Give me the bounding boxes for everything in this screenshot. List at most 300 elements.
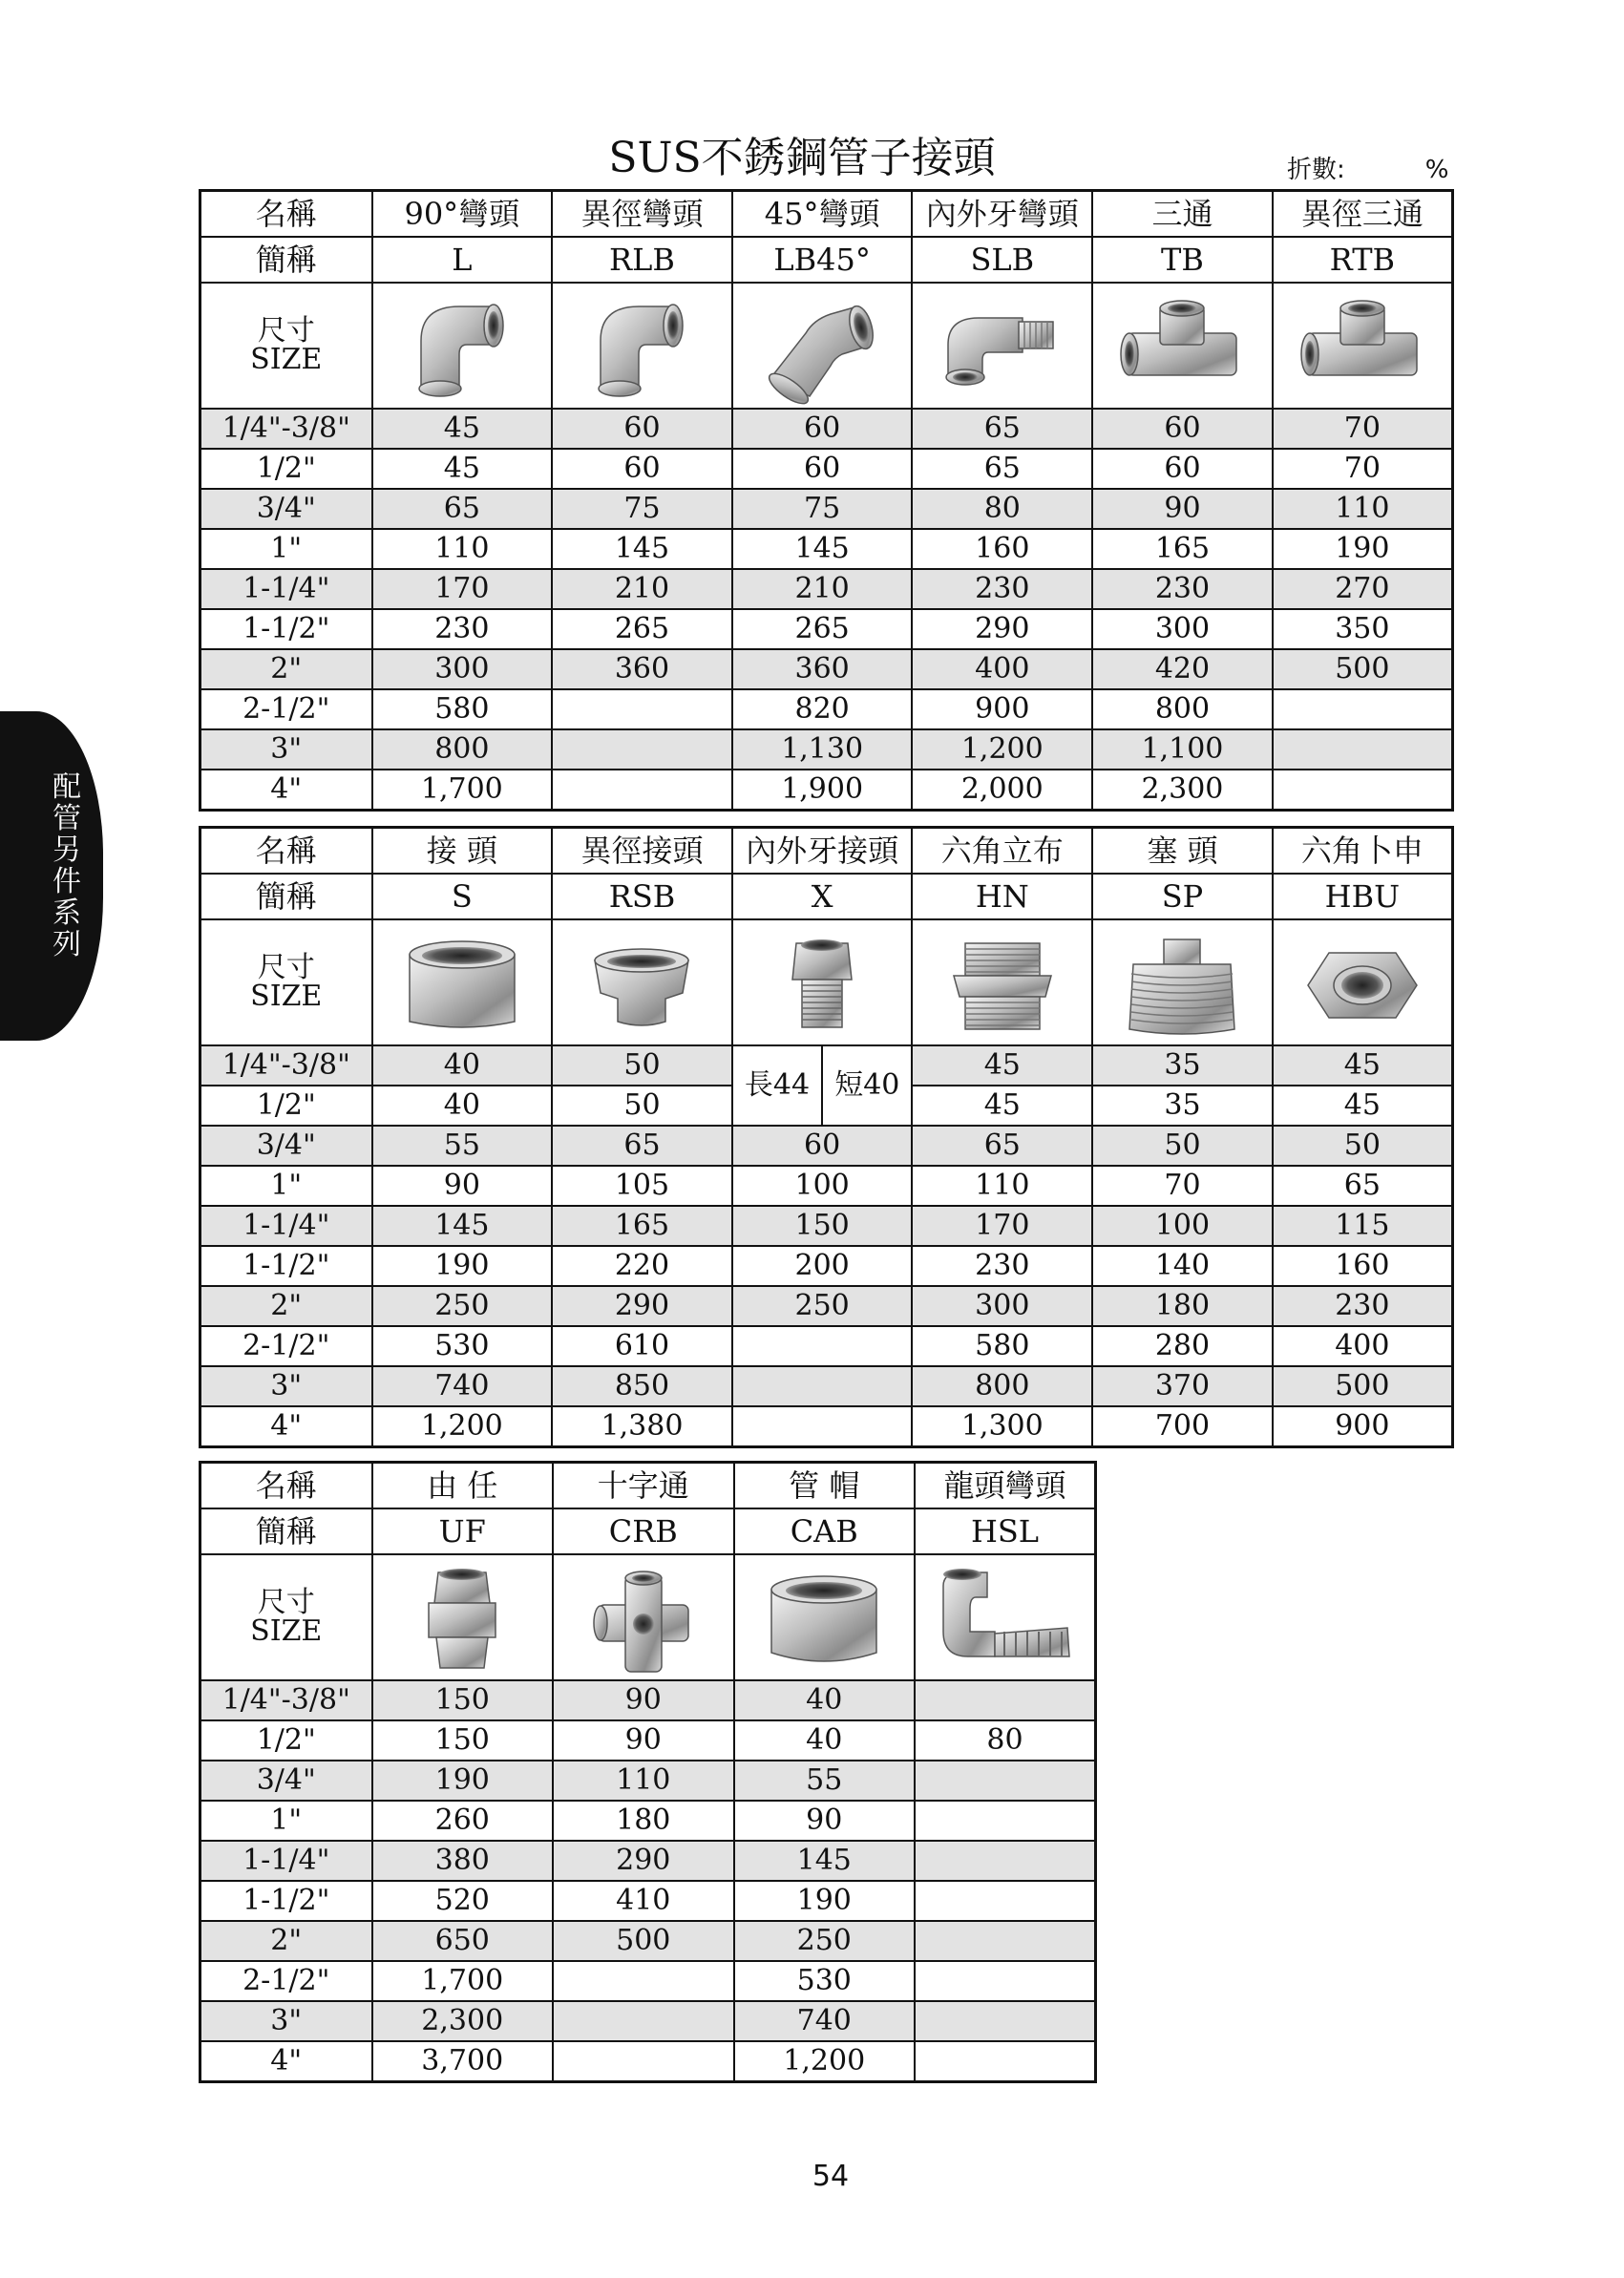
price-cell: 45 (912, 1086, 1092, 1126)
price-cell: 2,000 (912, 770, 1092, 811)
product-name: 十字通 (553, 1463, 734, 1509)
table-row (200, 1680, 1096, 1720)
price-cell: 110 (1273, 489, 1453, 529)
product-photo (552, 919, 732, 1045)
product-code: S (372, 874, 553, 919)
price-cell: 65 (1273, 1166, 1453, 1206)
table-row (200, 1045, 1453, 1086)
price-cell: 850 (552, 1366, 732, 1406)
price-cell (553, 1961, 734, 2001)
price-cell: 60 (732, 1126, 913, 1166)
price-cell: 350 (1273, 609, 1453, 649)
price-cell: 90 (553, 1720, 734, 1761)
price-cell: 140 (1092, 1246, 1273, 1286)
product-code: RLB (552, 237, 732, 283)
size-label-en: SIZE (250, 980, 323, 1013)
product-code: SP (1092, 874, 1273, 919)
price-cell: 250 (732, 1286, 913, 1326)
size-cell: 1/2" (200, 1720, 372, 1761)
price-cell (915, 1801, 1096, 1841)
table-row (200, 1326, 1453, 1366)
price-cell: 265 (552, 609, 732, 649)
price-cell: 230 (912, 569, 1092, 609)
price-cell: 580 (372, 689, 553, 729)
row-label-name: 名稱 (200, 191, 372, 238)
price-cell: 260 (372, 1801, 554, 1841)
price-cell: 180 (553, 1801, 734, 1841)
page-number: 54 (812, 2160, 850, 2193)
table-row (200, 569, 1453, 609)
price-cell (553, 2041, 734, 2082)
price-cell: 45 (1273, 1045, 1453, 1086)
product-photo (734, 1554, 916, 1680)
price-cell: 190 (372, 1246, 553, 1286)
price-cell: 265 (732, 609, 913, 649)
hex-nipple-icon (913, 922, 1091, 1043)
price-cell: 190 (1273, 529, 1453, 569)
table-row (200, 1720, 1096, 1761)
price-cell: 420 (1092, 649, 1273, 689)
size-cell: 3/4" (200, 1761, 372, 1801)
size-cell: 3" (200, 1366, 372, 1406)
price-cell: 165 (552, 1206, 732, 1246)
price-cell: 115 (1273, 1206, 1453, 1246)
price-cell: 65 (552, 1126, 732, 1166)
price-table-2 (199, 826, 1454, 1448)
table-row (200, 1881, 1096, 1921)
price-cell: 1,200 (734, 2041, 916, 2082)
price-cell (915, 1761, 1096, 1801)
table-row (200, 1921, 1096, 1961)
price-cell: 290 (553, 1841, 734, 1881)
price-cell (915, 1961, 1096, 2001)
price-cell: 65 (912, 409, 1092, 449)
price-cell: 160 (1273, 1246, 1453, 1286)
price-cell: 45 (1273, 1086, 1453, 1126)
price-cell: 170 (912, 1206, 1092, 1246)
size-cell: 4" (200, 1406, 372, 1447)
price-cell (552, 729, 732, 770)
price-cell: 900 (1273, 1406, 1453, 1447)
size-cell: 1/4"-3/8" (200, 1045, 372, 1086)
price-cell: 400 (912, 649, 1092, 689)
product-name: 內外牙接頭 (732, 828, 913, 875)
price-cell: 3,700 (372, 2041, 554, 2082)
size-cell: 2-1/2" (200, 1326, 372, 1366)
price-cell: 250 (372, 1286, 553, 1326)
price-cell: 40 (372, 1086, 553, 1126)
product-name: 由 任 (372, 1463, 554, 1509)
table-row (200, 409, 1453, 449)
product-photo (732, 283, 913, 409)
price-cell: 800 (912, 1366, 1092, 1406)
price-cell: 1,300 (912, 1406, 1092, 1447)
table-row (200, 449, 1453, 489)
product-code: RTB (1273, 237, 1453, 283)
price-cell (915, 1921, 1096, 1961)
price-cell: 45 (912, 1045, 1092, 1086)
discount-unit: % (1424, 156, 1449, 184)
price-cell: 65 (372, 489, 553, 529)
price-cell: 500 (1273, 649, 1453, 689)
price-cell: 820 (732, 689, 913, 729)
price-cell (732, 1326, 913, 1366)
price-cell: 110 (372, 529, 553, 569)
product-code: SLB (912, 237, 1092, 283)
product-name: 異徑接頭 (552, 828, 732, 875)
price-cell: 190 (734, 1881, 916, 1921)
size-cell: 1/4"-3/8" (200, 409, 372, 449)
size-cell: 2-1/2" (200, 689, 372, 729)
table-row (200, 1406, 1453, 1447)
product-name: 接 頭 (372, 828, 553, 875)
product-code: L (372, 237, 553, 283)
street-elbow-icon (913, 285, 1091, 406)
size-cell: 4" (200, 770, 372, 811)
price-cell: 110 (912, 1166, 1092, 1206)
price-cell: 150 (372, 1680, 554, 1720)
price-cell: 1,130 (732, 729, 913, 770)
table-row (200, 1761, 1096, 1801)
size-cell: 3" (200, 2001, 372, 2041)
product-name: 六角立布 (912, 828, 1092, 875)
price-cell: 35 (1092, 1045, 1273, 1086)
price-cell: 530 (372, 1326, 553, 1366)
size-cell: 3/4" (200, 1126, 372, 1166)
price-cell (915, 1680, 1096, 1720)
price-cell: 90 (553, 1680, 734, 1720)
price-cell: 60 (1092, 409, 1273, 449)
table-row (200, 1801, 1096, 1841)
size-cell: 3" (200, 729, 372, 770)
table-row (200, 1246, 1453, 1286)
page-title: SUS不銹鋼管子接頭 (608, 134, 996, 182)
product-code: CRB (553, 1508, 734, 1554)
price-cell: 55 (372, 1126, 553, 1166)
price-cell: 45 (372, 409, 553, 449)
price-cell (552, 689, 732, 729)
price-cell: 800 (372, 729, 553, 770)
table-row (200, 1126, 1453, 1166)
hose-elbow-icon (916, 1557, 1094, 1677)
size-cell: 3/4" (200, 489, 372, 529)
size-cell: 1" (200, 1801, 372, 1841)
size-label-en: SIZE (250, 343, 323, 376)
price-cell: 210 (552, 569, 732, 609)
size-label-zh: 尺寸 (257, 1586, 315, 1619)
product-photo (372, 1554, 554, 1680)
product-photo (372, 919, 553, 1045)
price-cell: 740 (734, 2001, 916, 2041)
product-code: RSB (552, 874, 732, 919)
product-photo (912, 283, 1092, 409)
reducing-tee-icon (1274, 285, 1451, 406)
row-label-code: 簡稱 (200, 874, 372, 919)
price-cell: 230 (912, 1246, 1092, 1286)
price-cell: 1,700 (372, 770, 553, 811)
product-name: 異徑彎頭 (552, 191, 732, 238)
product-code: HSL (915, 1508, 1096, 1554)
product-photo (1092, 283, 1273, 409)
price-cell (915, 2041, 1096, 2082)
table-row (200, 649, 1453, 689)
price-cell: 1,700 (372, 1961, 554, 2001)
size-cell: 1-1/2" (200, 1881, 372, 1921)
row-label-name: 名稱 (200, 1463, 372, 1509)
product-name: 塞 頭 (1092, 828, 1273, 875)
size-cell: 2" (200, 649, 372, 689)
price-cell: 80 (915, 1720, 1096, 1761)
price-cell: 145 (734, 1841, 916, 1881)
price-cell: 60 (732, 449, 913, 489)
side-tab-label (48, 771, 86, 960)
size-cell: 1" (200, 529, 372, 569)
product-photo (912, 919, 1092, 1045)
price-cell (915, 1881, 1096, 1921)
product-name: 異徑三通 (1273, 191, 1453, 238)
price-cell: 380 (372, 1841, 554, 1881)
price-cell: 110 (553, 1761, 734, 1801)
product-photo (372, 283, 553, 409)
price-cell: 100 (732, 1166, 913, 1206)
price-cell: 370 (1092, 1366, 1273, 1406)
price-cell: 90 (734, 1801, 916, 1841)
price-cell: 145 (552, 529, 732, 569)
table-row (200, 2041, 1096, 2082)
price-cell: 1,380 (552, 1406, 732, 1447)
price-cell: 270 (1273, 569, 1453, 609)
table-row (200, 770, 1453, 811)
price-cell: 150 (372, 1720, 554, 1761)
price-cell (553, 2001, 734, 2041)
price-cell: 50 (552, 1045, 732, 1086)
price-cell: 40 (372, 1045, 553, 1086)
price-cell: 50 (1273, 1126, 1453, 1166)
cross-icon (554, 1557, 733, 1677)
product-photo (915, 1554, 1096, 1680)
price-cell: 300 (372, 649, 553, 689)
size-cell: 1" (200, 1166, 372, 1206)
product-code: TB (1092, 237, 1273, 283)
size-label-zh: 尺寸 (257, 314, 315, 348)
price-cell: 210 (732, 569, 913, 609)
price-cell: 80 (912, 489, 1092, 529)
product-photo (1273, 283, 1453, 409)
elbow-45-icon (733, 285, 912, 406)
price-cell: 500 (553, 1921, 734, 1961)
price-cell: 150 (732, 1206, 913, 1246)
product-photo (1092, 919, 1273, 1045)
price-cell: 1,100 (1092, 729, 1273, 770)
size-cell: 2-1/2" (200, 1961, 372, 2001)
price-cell: 800 (1092, 689, 1273, 729)
row-label-size (200, 1554, 372, 1680)
price-cell: 1,900 (732, 770, 913, 811)
table-row (200, 1206, 1453, 1246)
price-cell: 90 (372, 1166, 553, 1206)
product-code: CAB (734, 1508, 916, 1554)
product-code: HBU (1273, 874, 1453, 919)
price-cell (915, 1841, 1096, 1881)
side-tab-char: 列 (53, 928, 81, 961)
price-cell (1273, 770, 1453, 811)
price-cell: 700 (1092, 1406, 1273, 1447)
size-cell: 1-1/2" (200, 1246, 372, 1286)
long-price: 長44 (744, 1068, 811, 1102)
product-name: 45°彎頭 (732, 191, 913, 238)
price-cell: 160 (912, 529, 1092, 569)
price-cell: 290 (912, 609, 1092, 649)
price-cell: 165 (1092, 529, 1273, 569)
price-cell (732, 1366, 913, 1406)
price-table-3 (199, 1461, 1097, 2083)
price-cell: 230 (1092, 569, 1273, 609)
price-cell: 220 (552, 1246, 732, 1286)
price-cell: 65 (912, 1126, 1092, 1166)
price-cell: 60 (732, 409, 913, 449)
size-cell: 1-1/2" (200, 609, 372, 649)
table-row (200, 1841, 1096, 1881)
price-cell: 900 (912, 689, 1092, 729)
hex-reducer-icon (733, 922, 912, 1043)
discount-label: 折數: (1287, 156, 1345, 184)
table-row (200, 529, 1453, 569)
price-cell: 2,300 (372, 2001, 554, 2041)
elbow-90-icon (373, 285, 552, 406)
price-cell: 50 (552, 1086, 732, 1126)
hex-bushing-icon (1274, 922, 1451, 1043)
price-cell: 55 (734, 1761, 916, 1801)
table-row (200, 609, 1453, 649)
product-name: 三通 (1092, 191, 1273, 238)
price-cell: 410 (553, 1881, 734, 1921)
product-code: X (732, 874, 913, 919)
socket-icon (373, 922, 552, 1043)
price-cell: 60 (1092, 449, 1273, 489)
price-cell: 70 (1092, 1166, 1273, 1206)
price-cell: 250 (734, 1921, 916, 1961)
price-cell: 45 (372, 449, 553, 489)
cap-icon (735, 1557, 915, 1677)
price-cell: 70 (1273, 409, 1453, 449)
row-label-name: 名稱 (200, 828, 372, 875)
price-cell: 145 (732, 529, 913, 569)
size-cell: 2" (200, 1921, 372, 1961)
price-cell: 520 (372, 1881, 554, 1921)
row-label-code: 簡稱 (200, 1508, 372, 1554)
product-photo (1273, 919, 1453, 1045)
split-price-cell (732, 1045, 913, 1126)
row-label-size (200, 283, 372, 409)
table-row (200, 1366, 1453, 1406)
product-name: 90°彎頭 (372, 191, 553, 238)
product-photo (552, 283, 732, 409)
short-price: 短40 (821, 1046, 911, 1125)
size-cell: 1-1/4" (200, 569, 372, 609)
product-code: HN (912, 874, 1092, 919)
price-cell: 50 (1092, 1126, 1273, 1166)
price-cell: 190 (372, 1761, 554, 1801)
product-code: UF (372, 1508, 554, 1554)
size-label-en: SIZE (250, 1614, 323, 1648)
size-cell: 1-1/4" (200, 1206, 372, 1246)
side-tab-char: 管 (53, 802, 81, 835)
price-cell: 290 (552, 1286, 732, 1326)
table-row (200, 1166, 1453, 1206)
table-row (200, 1961, 1096, 2001)
table-row (200, 489, 1453, 529)
price-cell (732, 1406, 913, 1447)
product-code: LB45° (732, 237, 913, 283)
product-name: 內外牙彎頭 (912, 191, 1092, 238)
reducing-elbow-icon (553, 285, 731, 406)
price-cell: 60 (552, 449, 732, 489)
price-cell: 230 (372, 609, 553, 649)
price-cell: 40 (734, 1720, 916, 1761)
side-tab-char: 系 (53, 896, 81, 930)
table-row (200, 729, 1453, 770)
price-cell: 280 (1092, 1326, 1273, 1366)
price-cell: 1,200 (912, 729, 1092, 770)
product-name: 六角卜申 (1273, 828, 1453, 875)
price-cell: 610 (552, 1326, 732, 1366)
size-cell: 1/4"-3/8" (200, 1680, 372, 1720)
price-cell: 75 (732, 489, 913, 529)
price-cell: 580 (912, 1326, 1092, 1366)
row-label-size (200, 919, 372, 1045)
union-icon (373, 1557, 553, 1677)
price-cell: 100 (1092, 1206, 1273, 1246)
price-cell: 75 (552, 489, 732, 529)
table-row (200, 1286, 1453, 1326)
price-cell: 400 (1273, 1326, 1453, 1366)
price-cell: 90 (1092, 489, 1273, 529)
price-cell: 200 (732, 1246, 913, 1286)
reducing-socket-icon (553, 922, 731, 1043)
price-cell (1273, 729, 1453, 770)
price-cell: 740 (372, 1366, 553, 1406)
price-cell (1273, 689, 1453, 729)
price-cell: 105 (552, 1166, 732, 1206)
side-tab-char: 另 (53, 833, 81, 867)
tee-icon (1093, 285, 1272, 406)
price-cell: 650 (372, 1921, 554, 1961)
table-row (200, 689, 1453, 729)
price-cell: 70 (1273, 449, 1453, 489)
price-cell: 40 (734, 1680, 916, 1720)
price-cell: 360 (552, 649, 732, 689)
size-label-zh: 尺寸 (257, 951, 315, 984)
price-cell (552, 770, 732, 811)
price-cell: 170 (372, 569, 553, 609)
size-cell: 4" (200, 2041, 372, 2082)
price-cell: 300 (912, 1286, 1092, 1326)
price-cell: 300 (1092, 609, 1273, 649)
price-table-1 (199, 189, 1454, 812)
price-cell: 1,200 (372, 1406, 553, 1447)
size-cell: 1/2" (200, 449, 372, 489)
product-name: 龍頭彎頭 (915, 1463, 1096, 1509)
price-cell: 500 (1273, 1366, 1453, 1406)
size-cell: 2" (200, 1286, 372, 1326)
side-tab-char: 配 (53, 770, 81, 804)
price-cell (915, 2001, 1096, 2041)
price-cell: 2,300 (1092, 770, 1273, 811)
discount-field (1287, 153, 1448, 187)
price-cell: 35 (1092, 1086, 1273, 1126)
product-name: 管 帽 (734, 1463, 916, 1509)
square-plug-icon (1093, 922, 1272, 1043)
